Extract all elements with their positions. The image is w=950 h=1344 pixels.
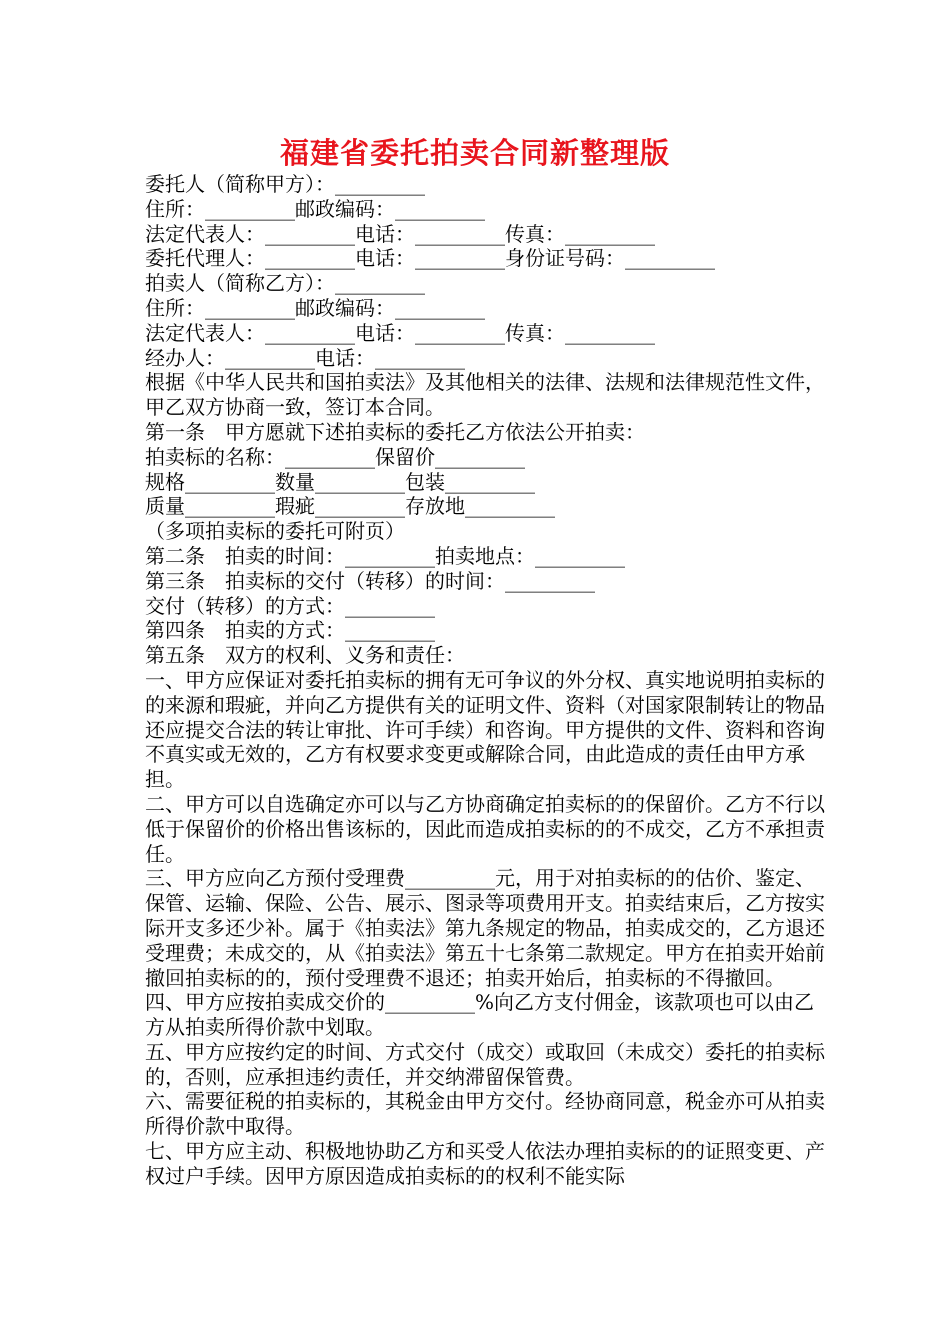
header-line-auctioneer-address: 住所：_________邮政编码：_________ bbox=[145, 295, 485, 320]
clause-2: 二、甲方可以自选确定亦可以与乙方协商确定拍卖标的的保留价。乙方不行以低于保留价的价格出售该标的，因此而造成拍卖标的的不成交，乙方不承担责任。 bbox=[145, 791, 825, 866]
document-title: 福建省委托拍卖合同新整理版 bbox=[279, 136, 670, 170]
clause-5: 五、甲方应按约定的时间、方式交付（成交）或取回（未成交）委托的拍卖标的，否则，应承担违约责任，并交纳滞留保管费。 bbox=[145, 1039, 825, 1089]
header-line-client: 委托人（简称甲方）：_________ bbox=[145, 172, 425, 196]
attachment-note: （多项拍卖标的委托可附页） bbox=[145, 519, 405, 544]
delivery-method-line: 交付（转移）的方式：_________ bbox=[145, 593, 435, 618]
item-name-line: 拍卖标的名称：_________保留价_________ bbox=[145, 444, 525, 469]
header-line-auctioneer-legal-rep: 法定代表人：_________电话：_________传真：_________ bbox=[145, 320, 655, 345]
clause-3: 三、甲方应向乙方预付受理费_________元，用于对拍卖标的的估价、鉴定、保管、运输、保险、公告、展示、图录等项费用开支。拍卖结束后，乙方按实际开支多还少补。属于《拍卖法》第九条规定的物品，拍卖成交的，乙方退还受理费；未成交的，从《拍卖法》第五十七条第二款规定。甲方在拍卖开始前撤回拍卖标的的，预付受理费不退还；拍卖开始后，拍卖标的不得撤回。 bbox=[145, 866, 825, 990]
clause-6: 六、需要征税的拍卖标的，其税金由甲方交付。经协商同意，税金亦可从拍卖所得价款中取得。 bbox=[145, 1089, 825, 1139]
header-line-handler: 经办人：_________电话：_________ bbox=[145, 345, 465, 370]
item-spec-line: 规格_________数量_________包装_________ bbox=[145, 469, 535, 494]
header-line-client-legal-rep: 法定代表人：_________电话：_________传真：_________ bbox=[145, 221, 655, 246]
article-2: 第二条 拍卖的时间：_________拍卖地点：_________ bbox=[145, 543, 625, 568]
intro-paragraph: 根据《中华人民共和国拍卖法》及其他相关的法律、法规和法律规范性文件，甲乙双方协商一致，签订本合同。 bbox=[145, 370, 825, 420]
article-1-heading: 第一条 甲方愿就下述拍卖标的委托乙方依法公开拍卖： bbox=[145, 419, 645, 444]
item-quality-line: 质量_________瑕疵_________存放地_________ bbox=[145, 494, 555, 519]
clause-1: 一、甲方应保证对委托拍卖标的拥有无可争议的外分权、真实地说明拍卖标的的来源和瑕疵，并向乙方提供有关的证明文件、资料（对国家限制转让的物品还应提交合法的转让审批、许可手续）和咨询。甲方提供的文件、资料和咨询不真实或无效的，乙方有权要求变更或解除合同，由此造成的责任由甲方承担。 bbox=[145, 667, 825, 792]
clause-7: 七、甲方应主动、积极地协助乙方和买受人依法办理拍卖标的的证照变更、产权过户手续。因甲方原因造成拍卖标的的权利不能实际 bbox=[145, 1139, 825, 1188]
clause-4: 四、甲方应按拍卖成交价的_________%向乙方支付佣金，该款项也可以由乙方从拍卖所得价款中划取。 bbox=[145, 990, 815, 1040]
article-5: 第五条 双方的权利、义务和责任： bbox=[145, 643, 465, 668]
contract-body bbox=[145, 172, 825, 1189]
header-line-client-address: 住所：_________邮政编码：_________ bbox=[145, 196, 485, 221]
header-line-auctioneer: 拍卖人（简称乙方）：_________ bbox=[145, 271, 425, 296]
header-line-client-agent: 委托代理人：_________电话：_________身份证号码：_________ bbox=[145, 246, 715, 271]
article-4: 第四条 拍卖的方式：_________ bbox=[145, 618, 435, 643]
article-3: 第三条 拍卖标的交付（转移）的时间：_________ bbox=[145, 568, 595, 593]
